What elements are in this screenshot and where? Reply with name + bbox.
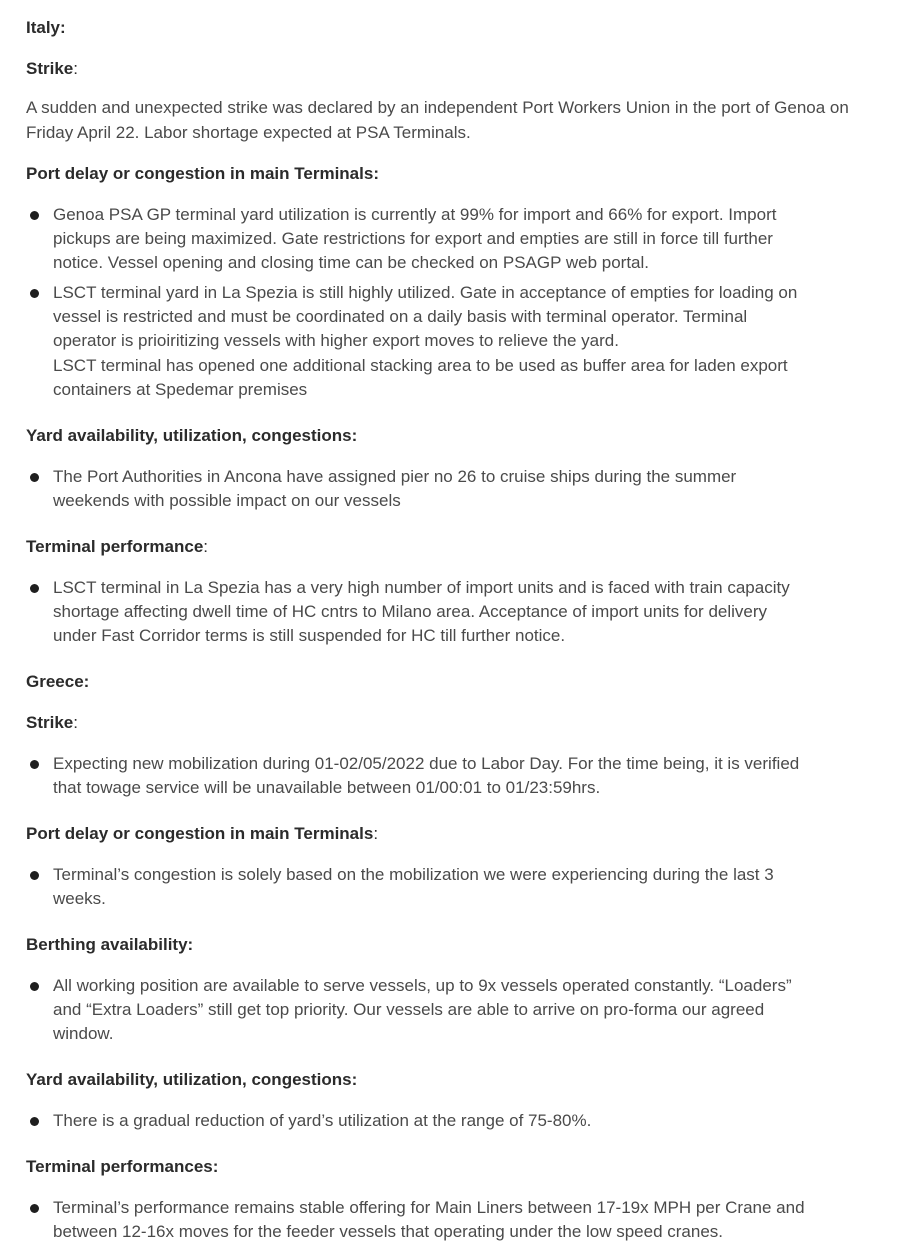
list-item <box>26 203 886 276</box>
list-item-line: Terminal’s congestion is solely based on the mobilization we were experiencing during the last 3 <box>53 865 774 884</box>
list-item-line: The Port Authorities in Ancona have assigned pier no 26 to cruise ships during the summer <box>53 467 737 486</box>
section-heading-greece-terminal: Terminal performances: <box>26 1157 219 1176</box>
section-heading-italy-yard: Yard availability, utilization, congestions: <box>26 426 358 445</box>
heading-colon: : <box>373 824 379 843</box>
bullet-icon <box>30 473 39 482</box>
list-item <box>26 1109 886 1133</box>
bullet-icon <box>30 760 39 769</box>
bullet-icon <box>30 871 39 880</box>
heading-label: Terminal performance <box>26 537 204 556</box>
list-item <box>26 281 886 402</box>
list-item-line: Terminal’s performance remains stable offering for Main Liners between 17-19x MPH per Crane and <box>53 1198 805 1217</box>
list-item-line: LSCT terminal in La Spezia has a very high number of import units and is faced with train capacity <box>53 578 790 597</box>
list-item-line: window. <box>53 1024 114 1044</box>
bullet-icon <box>30 982 39 991</box>
heading-colon: : <box>73 713 78 732</box>
list-item-line: LSCT terminal has opened one additional stacking area to be used as buffer area for laden export <box>53 355 788 375</box>
italy-strike-paragraph: A sudden and unexpected strike was declared by an independent Port Workers Union in the port of Genoa on Friday April 22. Labor shortage expected at PSA Terminals. <box>26 98 849 142</box>
list-item-line: under Fast Corridor terms is still suspended for HC till further notice. <box>53 626 566 646</box>
list-item <box>26 974 886 1047</box>
section-heading-greece-strike <box>26 711 78 735</box>
heading-colon: : <box>203 537 209 556</box>
list-item-line: LSCT terminal yard in La Spezia is still highly utilized. Gate in acceptance of empties for loading on <box>53 283 798 302</box>
list-item-line: pickups are being maximized. Gate restrictions for export and empties are still in force till further <box>53 229 773 249</box>
list-item-line: weeks. <box>53 889 106 909</box>
country-heading-italy: Italy: <box>26 18 66 37</box>
bullet-icon <box>30 211 39 220</box>
list-item-line: vessel is restricted and must be coordinated on a daily basis with terminal operator. Terminal <box>53 307 748 327</box>
list-item-line: All working position are available to serve vessels, up to 9x vessels operated constantly. “Loaders” <box>53 976 792 995</box>
list-item <box>26 752 886 800</box>
section-heading-italy-strike <box>26 57 78 81</box>
heading-label: Port delay or congestion in main Terminals <box>26 824 374 843</box>
list-item <box>26 863 886 911</box>
list-item <box>26 1196 886 1244</box>
list-item-line: weekends with possible impact on our vessels <box>53 491 401 511</box>
bullet-icon <box>30 584 39 593</box>
list-item-line: notice. Vessel opening and closing time can be checked on PSAGP web portal. <box>53 253 650 273</box>
list-item-line: Expecting new mobilization during 01-02/05/2022 due to Labor Day. For the time being, it is verified <box>53 754 800 773</box>
heading-colon: : <box>73 59 78 78</box>
section-heading-italy-terminal <box>26 535 208 559</box>
list-item <box>26 465 886 513</box>
list-item-line: Genoa PSA GP terminal yard utilization is currently at 99% for import and 66% for export. Import <box>53 205 777 224</box>
heading-label: Strike <box>26 713 74 732</box>
section-heading-greece-yard: Yard availability, utilization, congestions: <box>26 1070 358 1089</box>
bullet-icon <box>30 289 39 298</box>
list-item-line: that towage service will be unavailable between 01/00:01 to 01/23:59hrs. <box>53 778 601 798</box>
list-item-line: There is a gradual reduction of yard’s utilization at the range of 75-80%. <box>53 1111 592 1130</box>
section-heading-italy-port-delay: Port delay or congestion in main Terminals: <box>26 164 379 183</box>
list-item-line: operator is prioiritizing vessels with higher export moves to relieve the yard. <box>53 331 619 351</box>
heading-label: Strike <box>26 59 74 78</box>
country-heading-greece: Greece: <box>26 672 90 691</box>
list-item-line: containers at Spedemar premises <box>53 379 308 399</box>
section-heading-greece-berthing: Berthing availability: <box>26 935 194 954</box>
list-item <box>26 576 886 649</box>
list-item-line: shortage affecting dwell time of HC cntrs to Milano area. Acceptance of import units for delivery <box>53 602 768 622</box>
list-item-line: and “Extra Loaders” still get top priority. Our vessels are able to arrive on pro-forma our agreed <box>53 1000 765 1020</box>
list-item-line: between 12-16x moves for the feeder vessels that operating under the low speed cranes. <box>53 1222 724 1242</box>
section-heading-greece-port-delay <box>26 822 378 846</box>
bullet-icon <box>30 1204 39 1213</box>
bullet-icon <box>30 1117 39 1126</box>
